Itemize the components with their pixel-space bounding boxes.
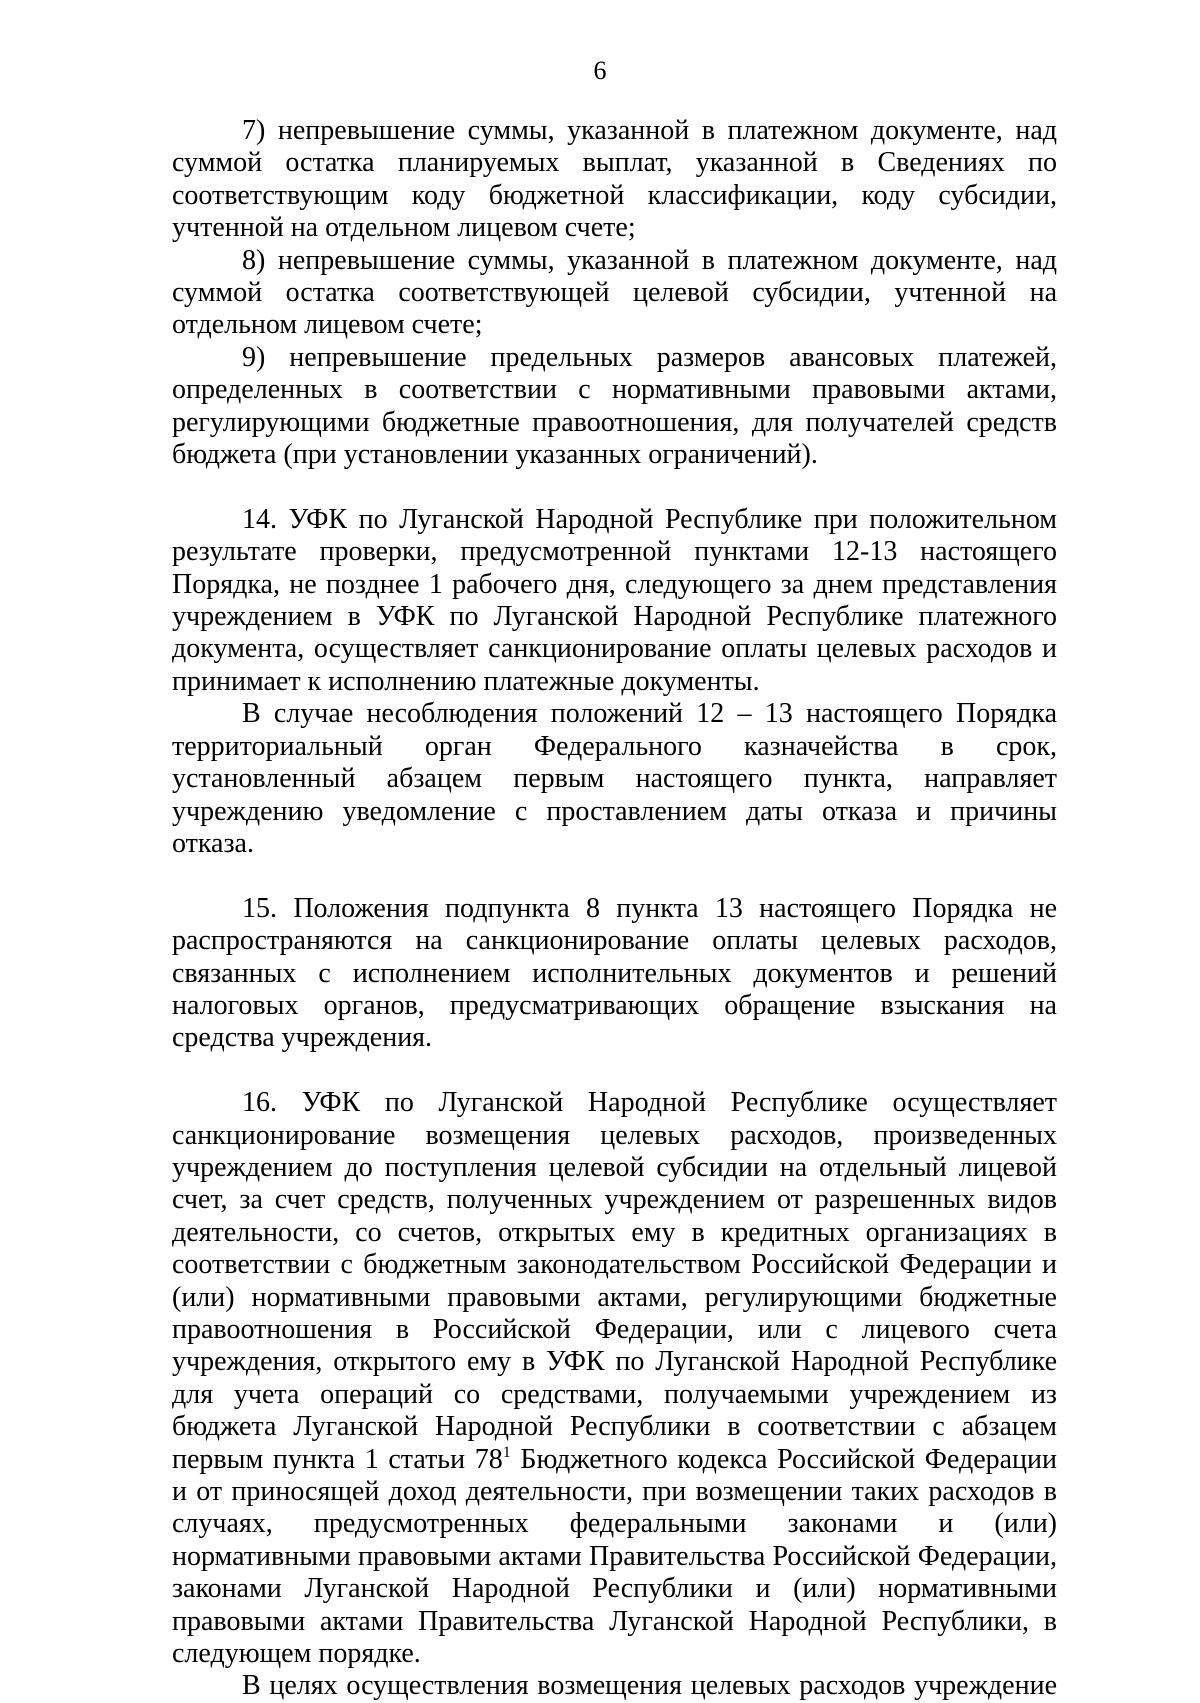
clause-14-refusal-paragraph: В случае несоблюдения положений 12 – 13 настоящего Порядка территориальный орган Федерального казначейства в срок, установленный абзацем первым настоящего пункта, направляет учреждению уведомление с проставлением даты отказа и причины отказа. (172, 698, 1057, 859)
article-superscript: 1 (502, 1443, 511, 1461)
page-number: 6 (593, 56, 607, 85)
clause-16-text-part-2: Бюджетного кодекса Российской Федерации и от приносящей доход деятельности, при возмещении таких расходов в случаях, предусмотренных федеральными законами и (или) нормативными правовыми актами Правительства Российской Федерации, законами Луганской Народной Республики и (или) нормативными правовыми актами Правительства Луганской Народной Республики, в следующем порядке. (172, 1443, 1057, 1670)
item-8-paragraph: 8) непревышение суммы, указанной в платежном документе, над суммой остатка соответствующей целевой субсидии, учтенной на отдельном лицевом счете; (172, 244, 1057, 341)
final-paragraph-start: В целях осуществления возмещения целевых расходов учреждение (242, 1670, 1057, 1702)
clause-14-paragraph: 14. УФК по Луганской Народной Республике при положительном результате проверки, предусмотренной пунктами 12-13 настоящего Порядка, не позднее 1 рабочего дня, следующего за днем представления учреждением в УФК по Луганской Народной Республике платежного документа, осуществляет санкционирование оплаты целевых расходов и принимает к исполнению платежные документы. (172, 503, 1057, 697)
clause-16-paragraph (172, 1087, 1057, 1670)
clause-16-text-part-1: 16. УФК по Луганской Народной Республике осуществляет санкционирование возмещения целевых расходов, произведенных учреждением до поступления целевой субсидии на отдельный лицевой счет, за счет средств, полученных учреждением от разрешенных видов деятельности, со счетов, открытых ему в кредитных организациях в соответствии с бюджетным законодательством Российской Федерации и (или) нормативными правовыми актами, регулирующими бюджетные правоотношения в Российской Федерации, или с лицевого счета учреждения, открытого ему в УФК по Луганской Народной Республике для учета операций со средствами, получаемыми учреждением из бюджета Луганской Народной Республики в соответствии с абзацем первым пункта 1 статьи 78 (172, 1087, 1057, 1475)
document-body (172, 115, 1057, 1703)
clause-15-paragraph: 15. Положения подпункта 8 пункта 13 настоящего Порядка не распространяются на санкционирование оплаты целевых расходов, связанных с исполнением исполнительных документов и решений налоговых органов, предусматривающих обращение взыскания на средства учреждения. (172, 892, 1057, 1054)
item-9-paragraph: 9) непревышение предельных размеров авансовых платежей, определенных в соответствии с нормативными правовыми актами, регулирующими бюджетные правоотношения, для получателей средств бюджета (при установлении указанных ограничений). (172, 341, 1057, 471)
item-7-paragraph: 7) непревышение суммы, указанной в платежном документе, над суммой остатка планируемых выплат, указанной в Сведениях по соответствующим коду бюджетной классификации, коду субсидии, учтенной на отдельном лицевом счете; (172, 115, 1057, 244)
